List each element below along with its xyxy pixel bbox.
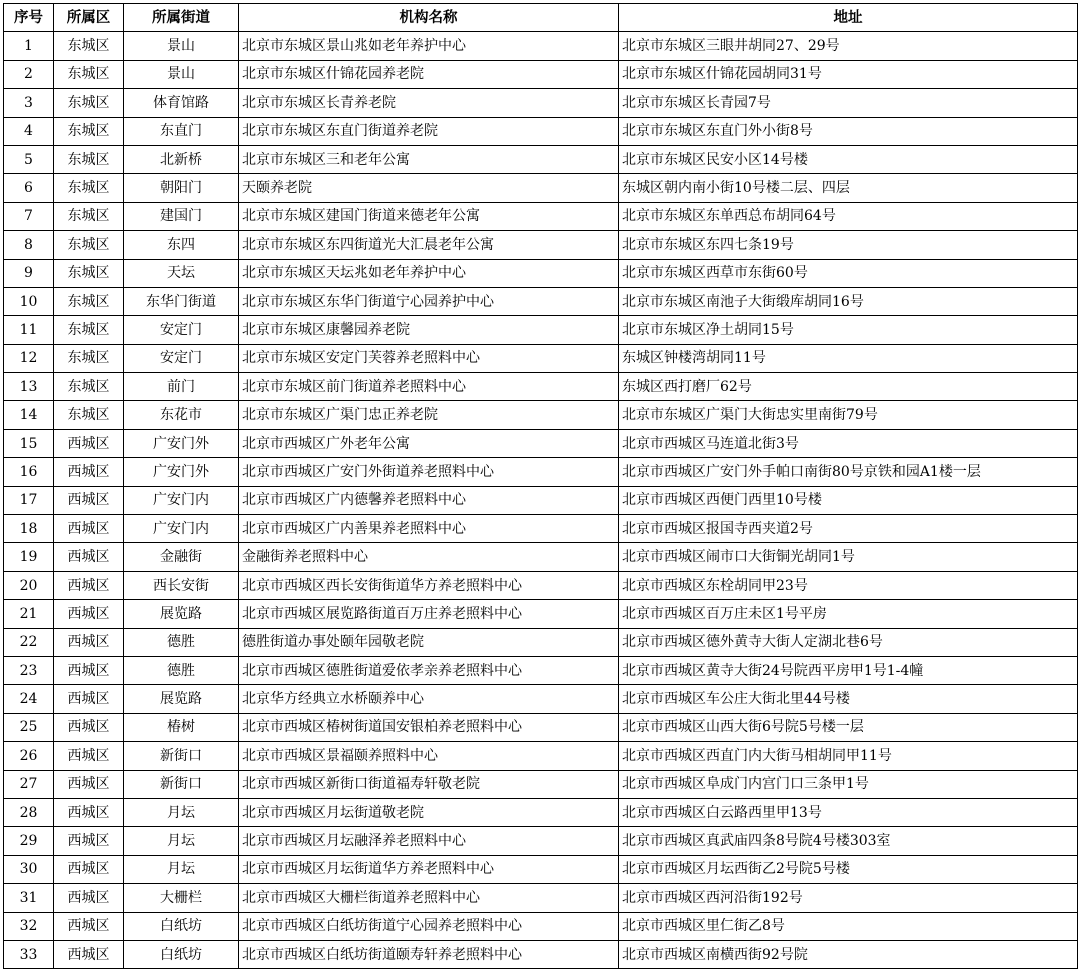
cell-street: 广安门外 [124, 429, 239, 457]
cell-address: 北京市西城区广安门外手帕口南街80号京铁和园A1楼一层 [619, 458, 1078, 486]
cell-district: 西城区 [54, 827, 124, 855]
cell-address: 东城区朝内南小街10号楼二层、四层 [619, 174, 1078, 202]
cell-serial-number: 22 [4, 628, 54, 656]
cell-serial-number: 15 [4, 429, 54, 457]
cell-street: 新街口 [124, 742, 239, 770]
cell-serial-number: 14 [4, 401, 54, 429]
cell-address: 北京市西城区闹市口大街铜光胡同1号 [619, 543, 1078, 571]
cell-district: 西城区 [54, 855, 124, 883]
table-row [4, 89, 1078, 117]
cell-serial-number: 13 [4, 373, 54, 401]
cell-serial-number: 33 [4, 940, 54, 968]
cell-institution-name: 北京市西城区新街口街道福寿轩敬老院 [239, 770, 619, 798]
cell-serial-number: 18 [4, 515, 54, 543]
cell-institution-name: 北京华方经典立水桥颐养中心 [239, 685, 619, 713]
table-row [4, 827, 1078, 855]
cell-address: 北京市东城区广渠门大街忠实里南街79号 [619, 401, 1078, 429]
table-row [4, 429, 1078, 457]
cell-institution-name: 北京市西城区广安门外街道养老照料中心 [239, 458, 619, 486]
table-row [4, 515, 1078, 543]
cell-street: 金融街 [124, 543, 239, 571]
cell-address: 北京市东城区净土胡同15号 [619, 316, 1078, 344]
header-institution-name: 机构名称 [239, 4, 619, 32]
cell-street: 德胜 [124, 656, 239, 684]
cell-institution-name: 北京市西城区大栅栏街道养老照料中心 [239, 884, 619, 912]
cell-serial-number: 26 [4, 742, 54, 770]
cell-institution-name: 北京市东城区康馨园养老院 [239, 316, 619, 344]
cell-institution-name: 北京市东城区东直门街道养老院 [239, 117, 619, 145]
cell-institution-name: 北京市东城区广渠门忠正养老院 [239, 401, 619, 429]
cell-serial-number: 11 [4, 316, 54, 344]
table-row [4, 742, 1078, 770]
cell-district: 西城区 [54, 742, 124, 770]
table-row [4, 231, 1078, 259]
cell-serial-number: 31 [4, 884, 54, 912]
cell-district: 西城区 [54, 656, 124, 684]
cell-address: 北京市东城区南池子大街缎库胡同16号 [619, 287, 1078, 315]
cell-serial-number: 28 [4, 798, 54, 826]
table-row [4, 940, 1078, 968]
cell-address: 北京市西城区西便门西里10号楼 [619, 486, 1078, 514]
cell-institution-name: 北京市西城区西长安街街道华方养老照料中心 [239, 571, 619, 599]
cell-address: 北京市西城区西直门内大街马相胡同甲11号 [619, 742, 1078, 770]
table-row [4, 656, 1078, 684]
cell-street: 建国门 [124, 202, 239, 230]
cell-institution-name: 北京市西城区月坛融泽养老照料中心 [239, 827, 619, 855]
cell-district: 西城区 [54, 798, 124, 826]
table-row [4, 855, 1078, 883]
cell-institution-name: 北京市西城区德胜街道爱依孝亲养老照料中心 [239, 656, 619, 684]
cell-street: 月坛 [124, 798, 239, 826]
institution-table-sheet [3, 3, 1078, 969]
cell-serial-number: 7 [4, 202, 54, 230]
cell-address: 北京市西城区白云路西里甲13号 [619, 798, 1078, 826]
cell-institution-name: 北京市西城区椿树街道国安银柏养老照料中心 [239, 713, 619, 741]
cell-serial-number: 21 [4, 600, 54, 628]
cell-street: 景山 [124, 32, 239, 60]
table-row [4, 600, 1078, 628]
cell-street: 东花市 [124, 401, 239, 429]
cell-serial-number: 17 [4, 486, 54, 514]
cell-institution-name: 北京市东城区安定门芙蓉养老照料中心 [239, 344, 619, 372]
cell-district: 西城区 [54, 486, 124, 514]
cell-address: 北京市东城区什锦花园胡同31号 [619, 60, 1078, 88]
cell-institution-name: 北京市东城区建国门街道来德老年公寓 [239, 202, 619, 230]
cell-address: 北京市西城区月坛西街乙2号院5号楼 [619, 855, 1078, 883]
cell-street: 安定门 [124, 344, 239, 372]
table-row [4, 685, 1078, 713]
cell-district: 东城区 [54, 373, 124, 401]
cell-street: 天坛 [124, 259, 239, 287]
table-row [4, 344, 1078, 372]
table-row [4, 287, 1078, 315]
cell-serial-number: 24 [4, 685, 54, 713]
cell-district: 西城区 [54, 940, 124, 968]
cell-address: 北京市西城区马连道北街3号 [619, 429, 1078, 457]
cell-address: 北京市西城区里仁街乙8号 [619, 912, 1078, 940]
cell-street: 安定门 [124, 316, 239, 344]
cell-street: 广安门内 [124, 515, 239, 543]
table-header-row [4, 4, 1078, 32]
cell-street: 西长安街 [124, 571, 239, 599]
table-row [4, 884, 1078, 912]
cell-district: 西城区 [54, 912, 124, 940]
cell-address: 东城区钟楼湾胡同11号 [619, 344, 1078, 372]
cell-serial-number: 10 [4, 287, 54, 315]
cell-address: 北京市西城区南横西街92号院 [619, 940, 1078, 968]
cell-district: 西城区 [54, 458, 124, 486]
cell-district: 东城区 [54, 401, 124, 429]
cell-institution-name: 北京市东城区什锦花园养老院 [239, 60, 619, 88]
cell-district: 西城区 [54, 429, 124, 457]
table-row [4, 770, 1078, 798]
cell-district: 东城区 [54, 60, 124, 88]
cell-street: 德胜 [124, 628, 239, 656]
cell-serial-number: 12 [4, 344, 54, 372]
table-row [4, 628, 1078, 656]
cell-street: 广安门外 [124, 458, 239, 486]
cell-street: 东四 [124, 231, 239, 259]
cell-district: 东城区 [54, 231, 124, 259]
header-address: 地址 [619, 4, 1078, 32]
cell-serial-number: 23 [4, 656, 54, 684]
cell-district: 西城区 [54, 770, 124, 798]
table-row [4, 543, 1078, 571]
cell-district: 东城区 [54, 259, 124, 287]
table-row [4, 174, 1078, 202]
cell-street: 大栅栏 [124, 884, 239, 912]
cell-institution-name: 北京市东城区东华门街道宁心园养护中心 [239, 287, 619, 315]
cell-institution-name: 北京市西城区广内德馨养老照料中心 [239, 486, 619, 514]
header-serial-number: 序号 [4, 4, 54, 32]
cell-street: 景山 [124, 60, 239, 88]
cell-serial-number: 19 [4, 543, 54, 571]
table-body [4, 32, 1078, 969]
cell-district: 东城区 [54, 287, 124, 315]
cell-serial-number: 5 [4, 145, 54, 173]
cell-address: 北京市西城区黄寺大街24号院西平房甲1号1-4幢 [619, 656, 1078, 684]
cell-institution-name: 北京市西城区白纸坊街道宁心园养老照料中心 [239, 912, 619, 940]
cell-district: 西城区 [54, 571, 124, 599]
table-row [4, 373, 1078, 401]
cell-street: 展览路 [124, 685, 239, 713]
cell-address: 北京市西城区百万庄未区1号平房 [619, 600, 1078, 628]
cell-institution-name: 北京市东城区天坛兆如老年养护中心 [239, 259, 619, 287]
cell-address: 北京市东城区东四七条19号 [619, 231, 1078, 259]
cell-district: 东城区 [54, 32, 124, 60]
cell-street: 展览路 [124, 600, 239, 628]
cell-district: 东城区 [54, 202, 124, 230]
table-row [4, 401, 1078, 429]
cell-district: 东城区 [54, 145, 124, 173]
cell-street: 广安门内 [124, 486, 239, 514]
cell-district: 西城区 [54, 515, 124, 543]
cell-address: 北京市西城区德外黄寺大街人定湖北巷6号 [619, 628, 1078, 656]
cell-institution-name: 北京市西城区广内善果养老照料中心 [239, 515, 619, 543]
cell-street: 白纸坊 [124, 940, 239, 968]
cell-district: 东城区 [54, 89, 124, 117]
header-street: 所属街道 [124, 4, 239, 32]
cell-district: 西城区 [54, 543, 124, 571]
table-row [4, 117, 1078, 145]
cell-address: 东城区西打磨厂62号 [619, 373, 1078, 401]
cell-institution-name: 北京市东城区东四街道光大汇晨老年公寓 [239, 231, 619, 259]
cell-institution-name: 天颐养老院 [239, 174, 619, 202]
cell-district: 西城区 [54, 628, 124, 656]
cell-institution-name: 北京市西城区白纸坊街道颐寿轩养老照料中心 [239, 940, 619, 968]
table-row [4, 259, 1078, 287]
cell-district: 东城区 [54, 117, 124, 145]
cell-street: 北新桥 [124, 145, 239, 173]
cell-institution-name: 北京市西城区广外老年公寓 [239, 429, 619, 457]
table-row [4, 486, 1078, 514]
cell-address: 北京市西城区西河沿街192号 [619, 884, 1078, 912]
cell-serial-number: 9 [4, 259, 54, 287]
cell-institution-name: 北京市东城区长青养老院 [239, 89, 619, 117]
cell-district: 东城区 [54, 344, 124, 372]
cell-serial-number: 8 [4, 231, 54, 259]
cell-serial-number: 3 [4, 89, 54, 117]
cell-address: 北京市东城区西草市东街60号 [619, 259, 1078, 287]
cell-address: 北京市西城区阜成门内宫门口三条甲1号 [619, 770, 1078, 798]
cell-address: 北京市西城区真武庙四条8号院4号楼303室 [619, 827, 1078, 855]
table-row [4, 60, 1078, 88]
cell-street: 东华门街道 [124, 287, 239, 315]
cell-district: 西城区 [54, 600, 124, 628]
cell-district: 西城区 [54, 713, 124, 741]
table-row [4, 202, 1078, 230]
cell-serial-number: 4 [4, 117, 54, 145]
cell-institution-name: 北京市西城区月坛街道敬老院 [239, 798, 619, 826]
table-row [4, 798, 1078, 826]
cell-serial-number: 6 [4, 174, 54, 202]
cell-street: 椿树 [124, 713, 239, 741]
cell-address: 北京市东城区三眼井胡同27、29号 [619, 32, 1078, 60]
cell-street: 东直门 [124, 117, 239, 145]
cell-street: 朝阳门 [124, 174, 239, 202]
cell-serial-number: 20 [4, 571, 54, 599]
table-row [4, 571, 1078, 599]
cell-address: 北京市东城区民安小区14号楼 [619, 145, 1078, 173]
cell-serial-number: 1 [4, 32, 54, 60]
cell-institution-name: 北京市东城区三和老年公寓 [239, 145, 619, 173]
cell-serial-number: 2 [4, 60, 54, 88]
cell-institution-name: 金融街养老照料中心 [239, 543, 619, 571]
table-row [4, 145, 1078, 173]
cell-serial-number: 29 [4, 827, 54, 855]
cell-institution-name: 北京市西城区景福颐养照料中心 [239, 742, 619, 770]
cell-district: 东城区 [54, 174, 124, 202]
cell-district: 东城区 [54, 316, 124, 344]
cell-serial-number: 30 [4, 855, 54, 883]
table-row [4, 912, 1078, 940]
cell-address: 北京市西城区报国寺西夹道2号 [619, 515, 1078, 543]
cell-district: 西城区 [54, 685, 124, 713]
header-district: 所属区 [54, 4, 124, 32]
cell-address: 北京市东城区长青园7号 [619, 89, 1078, 117]
cell-institution-name: 北京市西城区展览路街道百万庄养老照料中心 [239, 600, 619, 628]
cell-address: 北京市东城区东单西总布胡同64号 [619, 202, 1078, 230]
cell-street: 前门 [124, 373, 239, 401]
cell-institution-name: 北京市东城区前门街道养老照料中心 [239, 373, 619, 401]
cell-serial-number: 25 [4, 713, 54, 741]
cell-serial-number: 16 [4, 458, 54, 486]
cell-street: 体育馆路 [124, 89, 239, 117]
cell-address: 北京市西城区车公庄大街北里44号楼 [619, 685, 1078, 713]
cell-street: 白纸坊 [124, 912, 239, 940]
cell-address: 北京市西城区东栓胡同甲23号 [619, 571, 1078, 599]
cell-street: 新街口 [124, 770, 239, 798]
cell-serial-number: 32 [4, 912, 54, 940]
cell-district: 西城区 [54, 884, 124, 912]
cell-address: 北京市西城区山西大街6号院5号楼一层 [619, 713, 1078, 741]
elderly-care-institution-table [3, 3, 1078, 969]
cell-serial-number: 27 [4, 770, 54, 798]
cell-institution-name: 德胜街道办事处颐年园敬老院 [239, 628, 619, 656]
table-row [4, 458, 1078, 486]
table-row [4, 316, 1078, 344]
table-row [4, 32, 1078, 60]
cell-address: 北京市东城区东直门外小街8号 [619, 117, 1078, 145]
table-row [4, 713, 1078, 741]
cell-institution-name: 北京市西城区月坛街道华方养老照料中心 [239, 855, 619, 883]
cell-street: 月坛 [124, 855, 239, 883]
cell-institution-name: 北京市东城区景山兆如老年养护中心 [239, 32, 619, 60]
cell-street: 月坛 [124, 827, 239, 855]
